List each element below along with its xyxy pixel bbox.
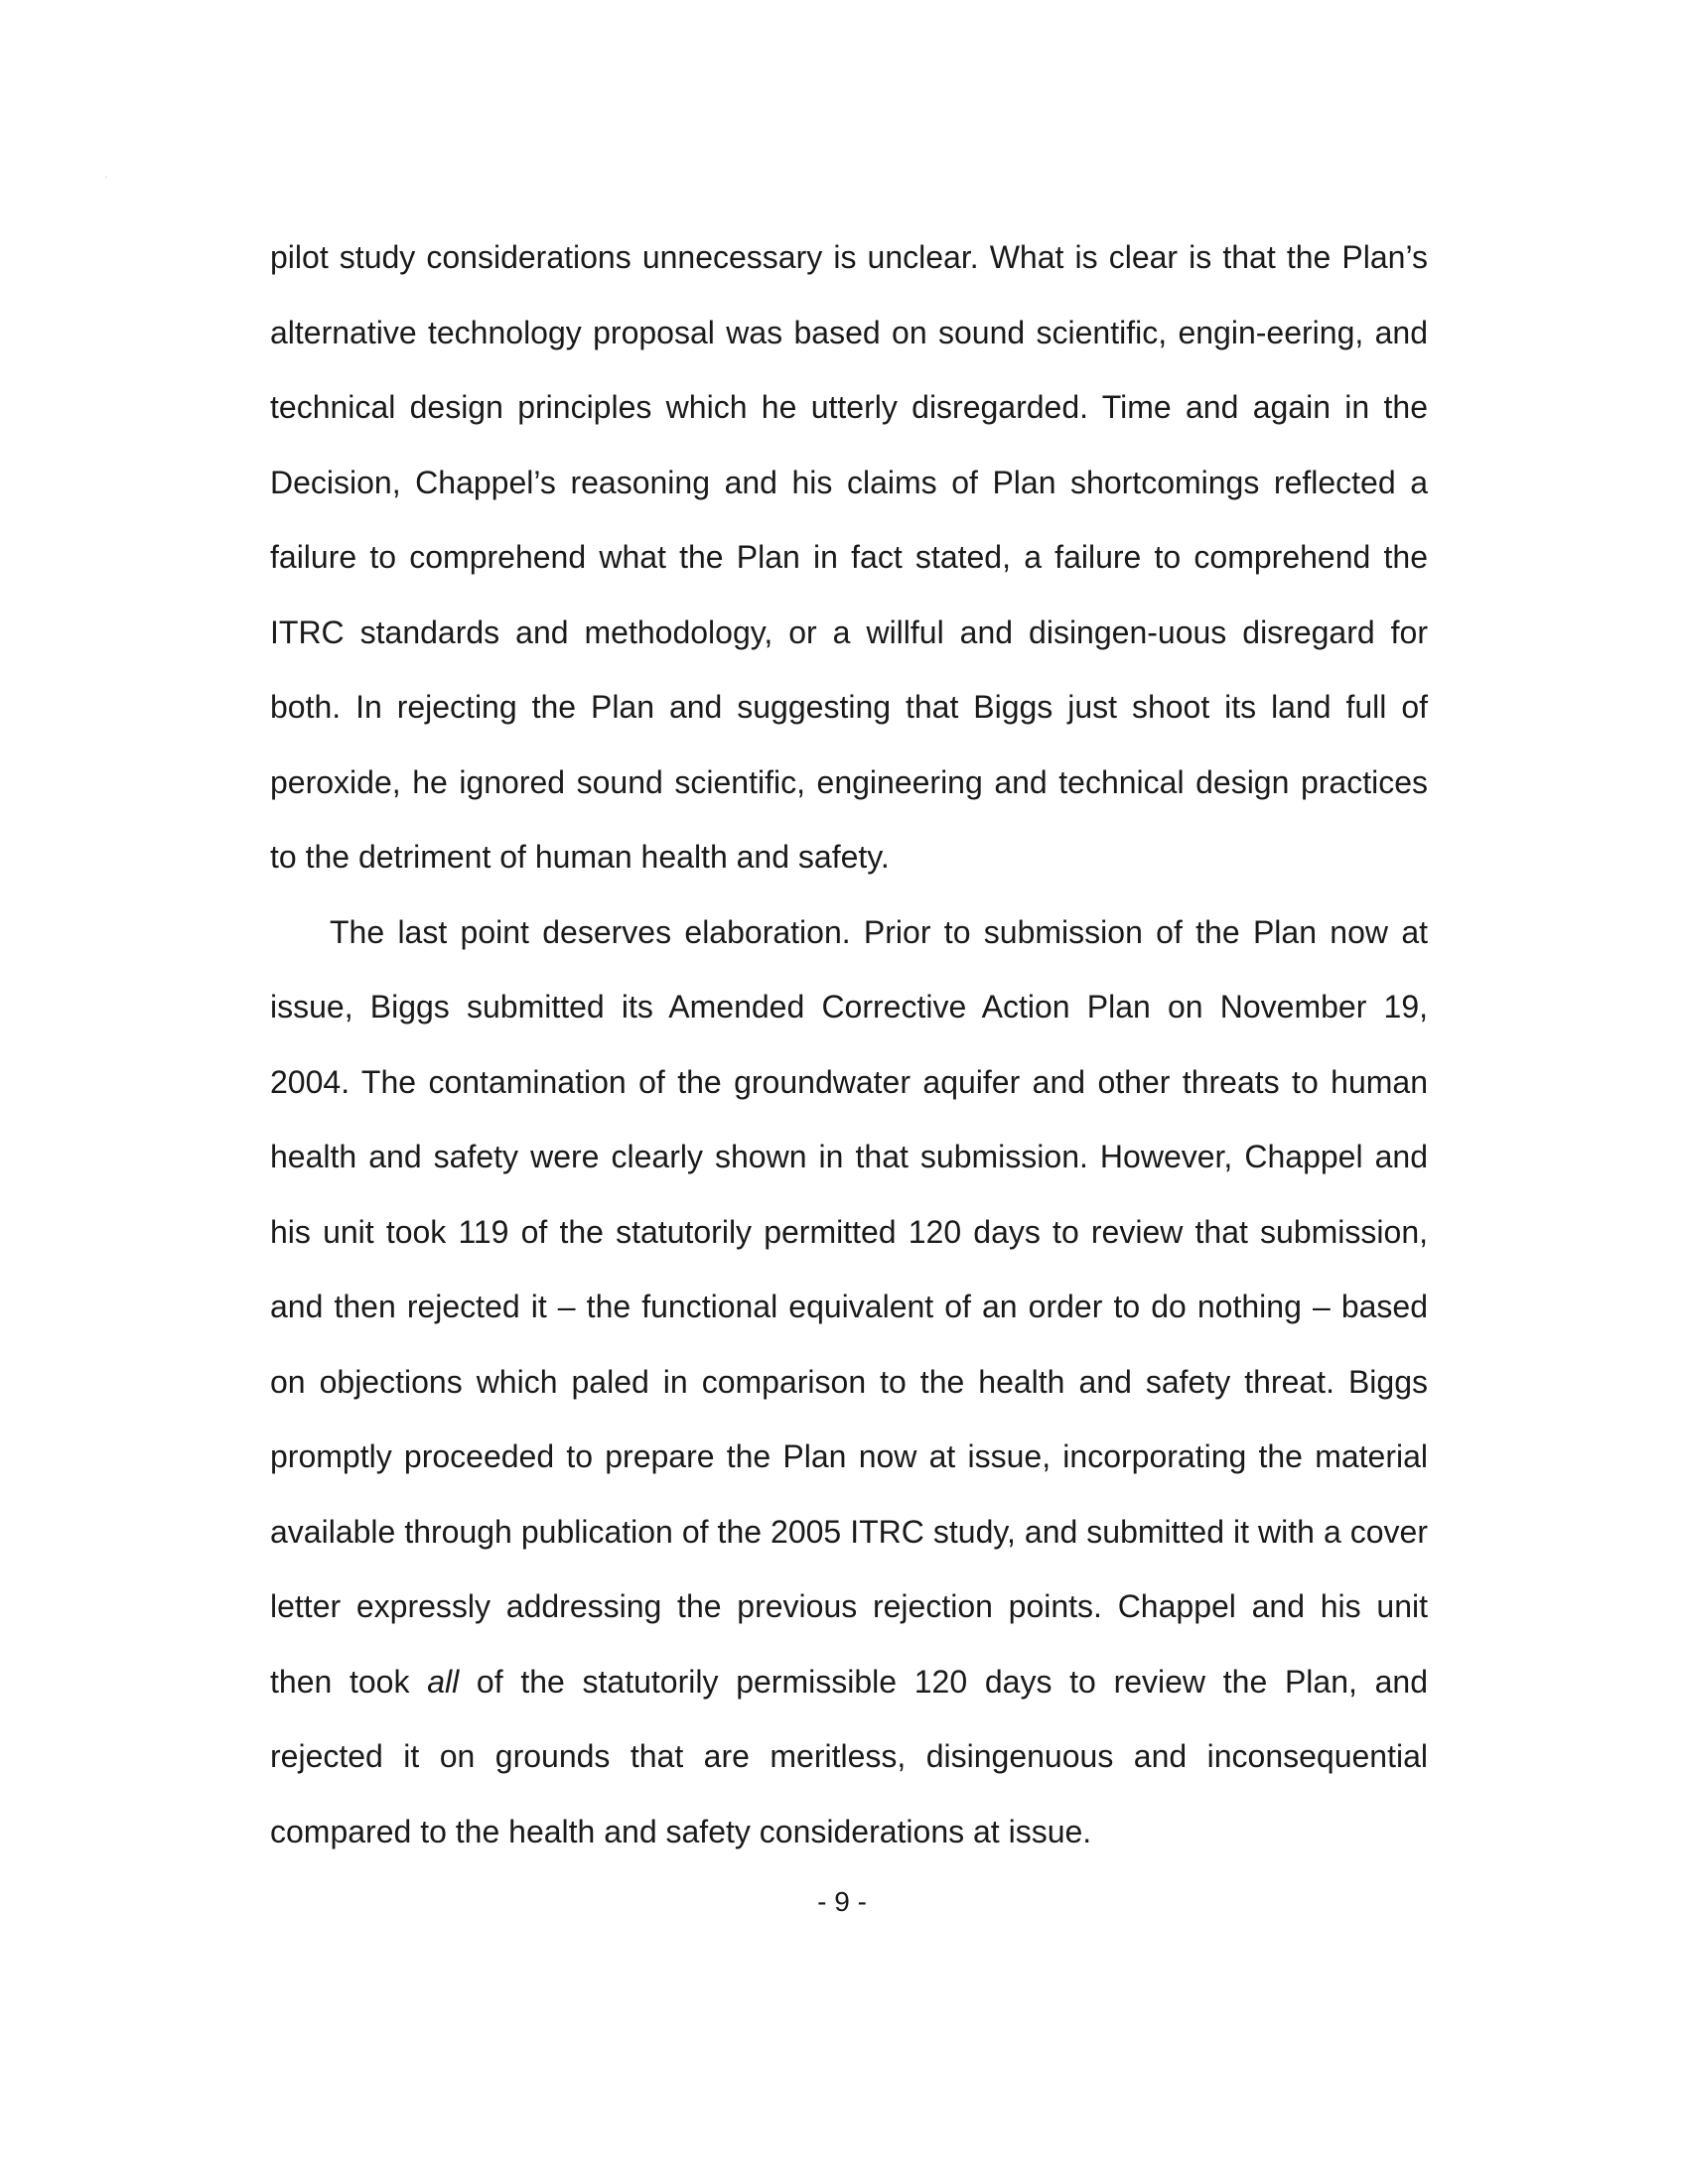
page-number: - 9 - [817,1886,867,1917]
emphasized-word: all [427,1663,460,1700]
paragraph-text-after-emphasis: of the statutorily permissible 120 days to review the Plan, and rejected it on grounds that are meritless, disingenuous and inconsequential compared to the health and safety considerations at issue. [270,1663,1429,1849]
body-text [270,220,1428,1869]
paragraph-continued: pilot study considerations unnecessary is unclear. What is clear is that the Plan’s alternative technology proposal was based on sound scientific, engin-eering, and technical design principles which he utterly disregarded. Time and again in the Decision, Chappel’s reasoning and his claims of Plan shortcomings reflected a failure to comprehend what the Plan in fact stated, a failure to comprehend the ITRC standards and methodology, or a willful and disingen-uous disregard for both. In rejecting the Plan and suggesting that Biggs just shoot its land full of peroxide, he ignored sound scientific, engineering and technical design practices to the detriment of human health and safety. [270,239,1428,875]
paragraph-text-before-emphasis: The last point deserves elaboration. Prior to submission of the Plan now at issue, Biggs submitted its Amended Corrective Action Plan on November 19, 2004. The contamination of the groundwater aquifer and other threats to human health and safety were clearly shown in that submission. However, Chappel and his unit took 119 of the statutorily permitted 120 days to review that submission, and then rejected it – the functional equivalent of an order to do nothing – based on objections which paled in comparison to the health and safety threat. Biggs promptly proceeded to prepare the Plan now at issue, incorporating the material available through publication of the 2005 ITRC study, and submitted it with a cover letter expressly addressing the previous rejection points. Chappel and his unit then took [270,913,1428,1700]
scan-artifact [105,177,107,178]
paragraph-elaboration [270,895,1428,1870]
